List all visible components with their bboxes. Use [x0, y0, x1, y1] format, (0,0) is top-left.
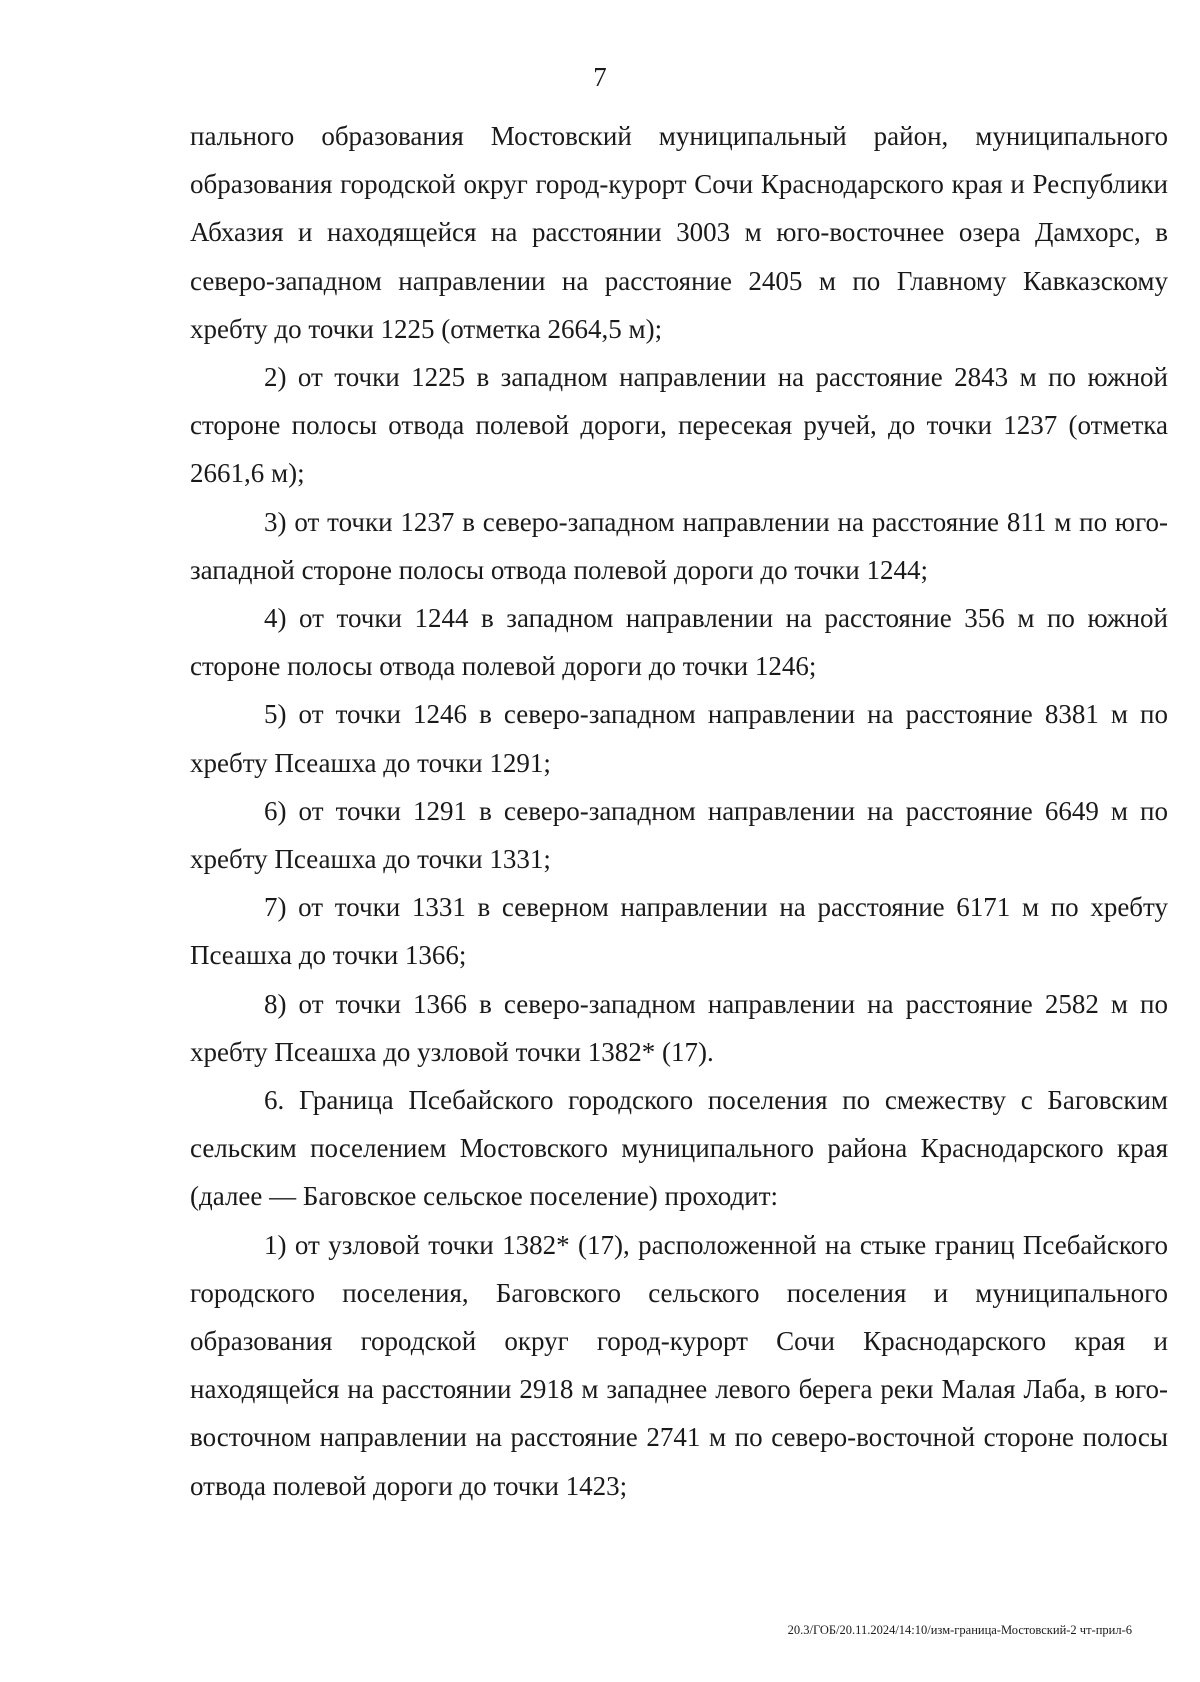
document-footer-code: 20.3/ГОБ/20.11.2024/14:10/изм-граница-Мостовский-2 чт-прил-6: [787, 1623, 1132, 1637]
paragraph-item-6: 6) от точки 1291 в северо-западном направлении на расстояние 6649 м по хребту Псеашха до точки 1331;: [190, 795, 1168, 875]
paragraph-item-2: 2) от точки 1225 в западном направлении на расстояние 2843 м по южной стороне полосы отвода полевой дороги, пересекая ручей, до точки 1237 (отметка 2661,6 м);: [190, 362, 1168, 489]
paragraph-item-4: 4) от точки 1244 в западном направлении на расстояние 356 м по южной стороне полосы отвода полевой дороги до точки 1246;: [190, 603, 1168, 682]
paragraph-item-8: 8) от точки 1366 в северо-западном направлении на расстояние 2582 м по хребту Псеашха до узловой точки 1382* (17).: [190, 988, 1168, 1067]
document-body: [190, 112, 1168, 1510]
section-6-heading-paragraph: 6. Граница Псебайского городского поселения по смежеству с Баговским сельским поселением Мостовского муниципального района Краснодарского края (далее — Баговское сельское поселение) проходит:: [190, 1085, 1168, 1212]
paragraph-continuation: пального образования Мостовский муниципальный район, муниципального образования городской округ город-курорт Сочи Краснодарского края и Республики Абхазия и находящейся на расстоянии 3003 м юго-восточнее озера Дамхорс, в северо-западном направлении на расстояние 2405 м по Главному Кавказскому хребту до точки 1225 (отметка 2664,5 м);: [190, 121, 1168, 344]
page-number: 7: [593, 62, 607, 92]
paragraph-item-3: 3) от точки 1237 в северо-западном направлении на расстояние 811 м по юго-западной стороне полосы отвода полевой дороги до точки 1244;: [190, 506, 1168, 585]
section-6-item-1: 1) от узловой точки 1382* (17), расположенной на стыке границ Псебайского городского поселения, Баговского сельского поселения и муниципального образования городской округ город-курорт Сочи Краснодарского края и находящейся на расстоянии 2918 м западнее левого берега реки Малая Лаба, в юго-восточном направлении на расстояние 2741 м по северо-восточной стороне полосы отвода полевой дороги до точки 1423;: [190, 1229, 1168, 1501]
paragraph-item-5: 5) от точки 1246 в северо-западном направлении на расстояние 8381 м по хребту Псеашха до точки 1291;: [190, 699, 1168, 778]
paragraph-item-7: 7) от точки 1331 в северном направлении на расстояние 6171 м по хребту Псеашха до точки 1366;: [190, 892, 1168, 971]
